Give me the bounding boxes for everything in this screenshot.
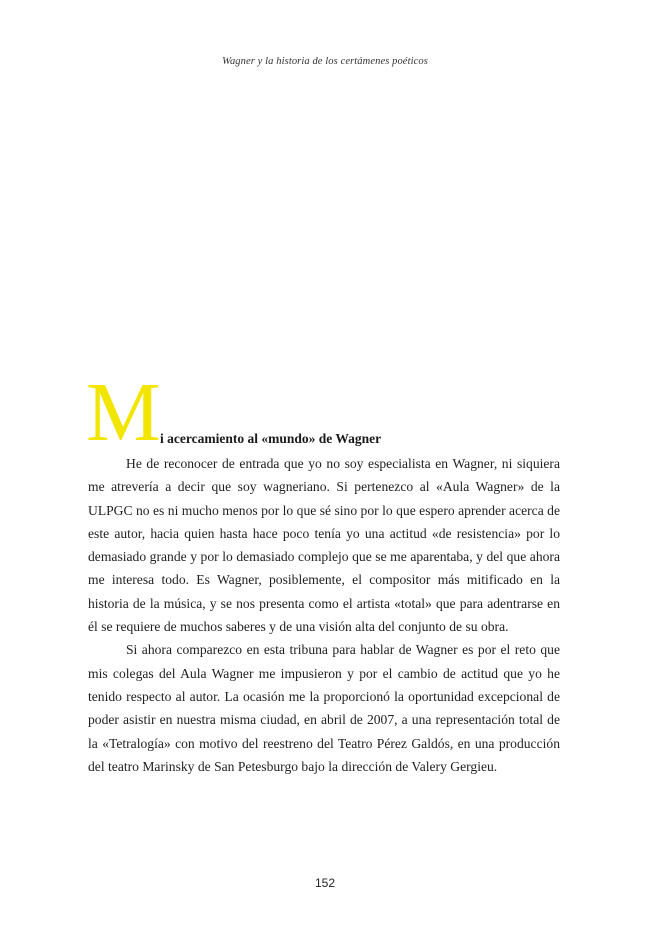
article-section: [86, 366, 560, 778]
page-number: 152: [314, 876, 336, 890]
paragraph-2: Si ahora comparezco en esta tribuna para hablar de Wagner es por el reto que mis colegas del Aula Wagner me impusieron y por el cambio de actitud que yo he tenido respecto al autor. La ocasión me la proporcionó la oportunidad excepcional de poder asistir en nuestra misma ciudad, en abril de 2007, a una representación total de la «Tetralogía» con motivo del reestreno del Teatro Pérez Galdós, en una producción del teatro Marinsky de San Petesburgo bajo la dirección de Valery Gergieu.: [88, 642, 560, 774]
section-heading-row: [86, 366, 560, 459]
section-heading: i acercamiento al «mundo» de Wagner: [160, 431, 382, 446]
running-header: Wagner y la historia de los certámenes poéticos: [222, 56, 428, 67]
drop-cap: M: [86, 366, 161, 459]
body-text: [88, 452, 560, 778]
paragraph-1: He de reconocer de entrada que yo no soy especialista en Wagner, ni siquiera me atrevería a decir que soy wagneriano. Si pertenezco al «Aula Wagner» de la ULPGC no es ni mucho menos por lo que sé sino por lo que espero aprender acerca de este autor, hacia quien hasta hace poco tenía yo una actitud «de resistencia» por lo demasiado grande y por lo demasiado complejo que se me aparentaba, y del que ahora me interesa todo. Es Wagner, posiblemente, el compositor más mitificado en la historia de la música, y se nos presenta como el artista «total» que para adentrarse en él se requiere de muchos saberes y de una visión alta del conjunto de su obra.: [88, 456, 560, 635]
